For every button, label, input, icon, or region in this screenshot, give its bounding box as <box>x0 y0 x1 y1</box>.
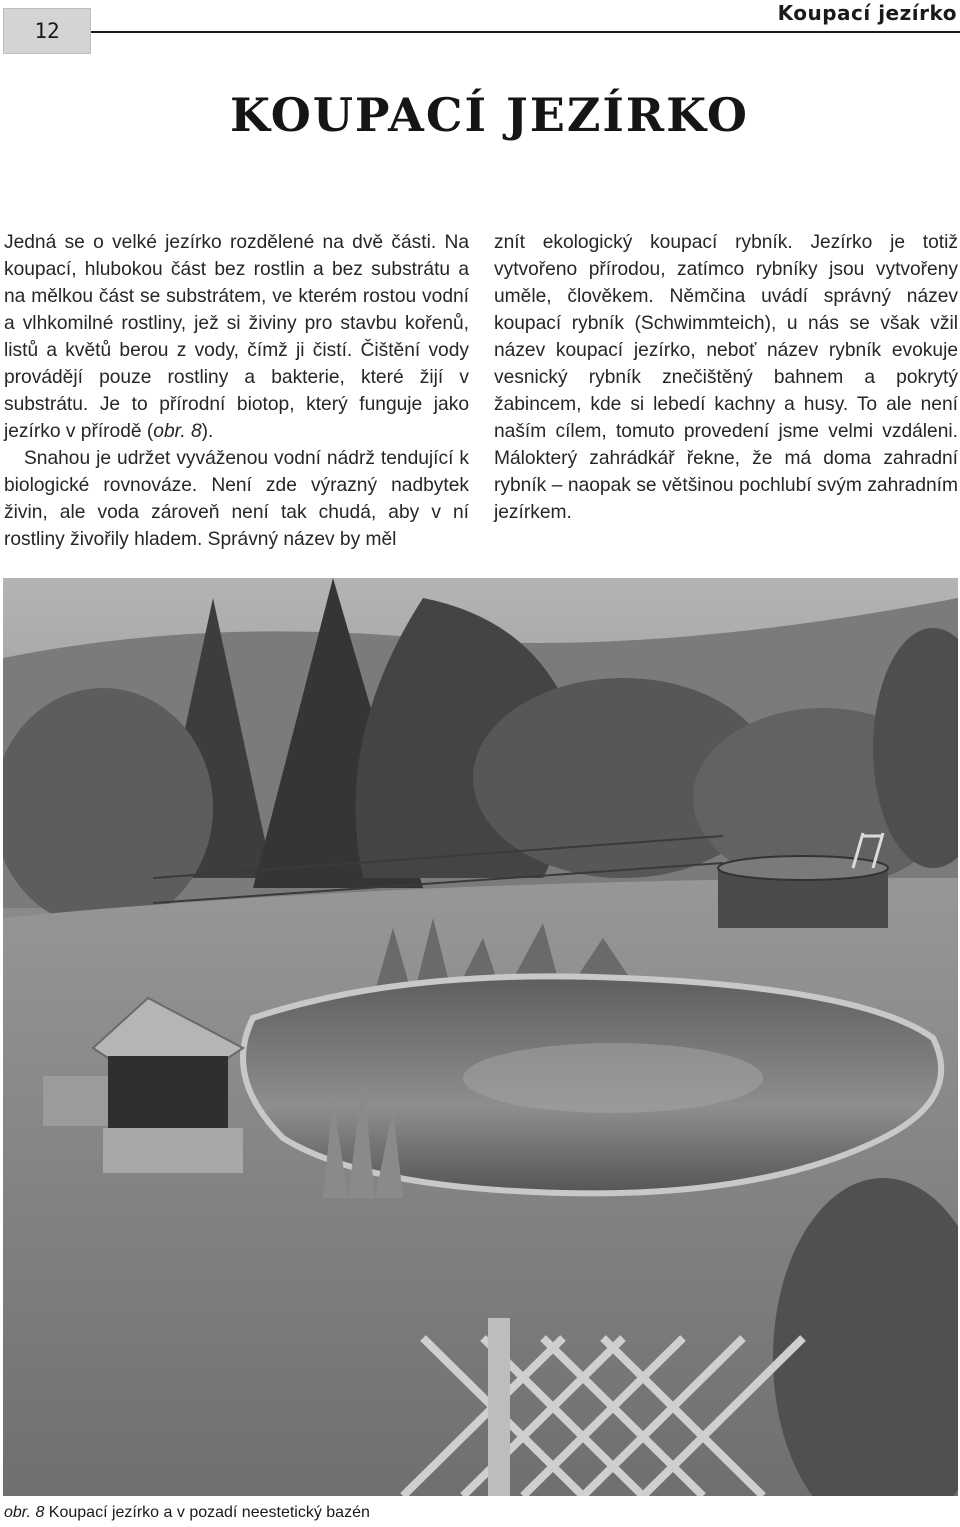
header-rule <box>91 31 960 33</box>
tree-left <box>3 688 213 928</box>
page-title: KOUPACÍ JEZÍRKO <box>230 88 749 142</box>
figure-caption-text: Koupací jezírko a v pozadí neestetický bazén <box>48 1504 370 1521</box>
text-column-right <box>494 229 958 526</box>
photo-pond <box>3 578 958 1496</box>
pond-illustration <box>3 578 958 1496</box>
running-title: Koupací jezírko <box>777 1 957 25</box>
paragraph <box>4 229 469 445</box>
figure-number: 8 <box>35 1504 45 1521</box>
paragraph: Snahou je udržet vyváženou vodní nádrž tendující k biologické rovnováze. Není zde výrazný nadbytek živin, ale voda zároveň není tak chudá, aby v ní rostliny živořily hladem. Správný název by měl <box>4 448 469 550</box>
paragraph: znít ekologický koupací rybník. Jezírko je totiž vytvořeno přírodou, zatímco rybníky jsou vytvořeny uměle, člověkem. Němčina uvádí správný název koupací rybník (Schwimmteich), u nás se však vžil název koupací jezírko, neboť název rybník evokuje vesnický rybník znečištěný bahnem a pokrytý žabincem, kde si lebedí kachny a husy. To ale není naším cílem, tomuto provedení jsme velmi vzdáleni. Málokterý zahrádkář řekne, že má doma zahradní rybník – naopak se většinou pochlubí svým zahradním jezírkem. <box>494 232 958 523</box>
paragraph-text: ). <box>201 421 214 442</box>
figure-label: obr. <box>4 1504 31 1521</box>
paragraph-text: Jedná se o velké jezírko rozdělené na dvě části. Na koupací, hlubokou část bez rostlin a bez substrátu a na mělkou část se substrátem, ve kterém rostou vodní a vlhkomilné rostliny, jež si živiny pro stavbu kořenů, listů a květů berou z vody, čímž ji čistí. Čištění vody provádějí pouze rostliny a bakterie, které žijí v substrátu. Je to přírodní biotop, který funguje jako jezírko v přírodě ( <box>4 232 469 442</box>
text-column-left <box>4 229 469 553</box>
page-number: 12 <box>3 8 91 54</box>
figure-reference: obr. 8 <box>153 421 202 442</box>
figure-caption <box>4 1504 370 1522</box>
water-reflection <box>463 1043 763 1113</box>
